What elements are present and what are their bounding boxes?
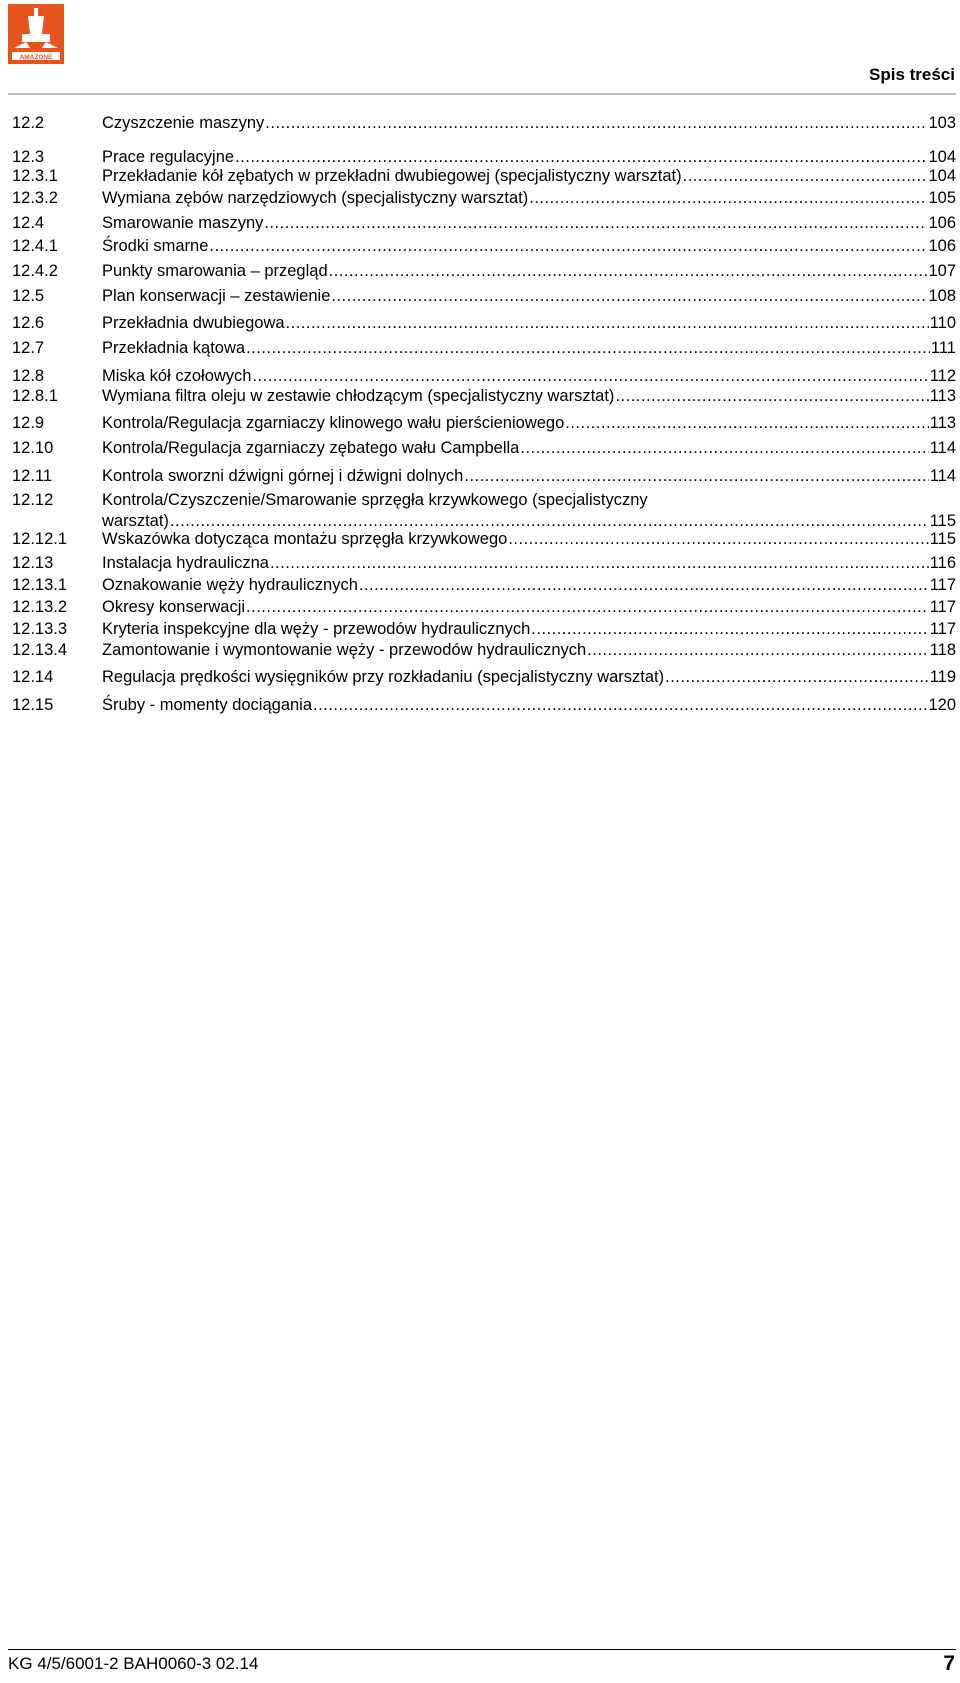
toc-entry-number: 12.13.4 — [12, 641, 68, 659]
toc-entry-number: 12.8 — [12, 367, 45, 385]
toc-entry-title: Przekładnia kątowa — [102, 339, 246, 357]
toc-dot-leader — [209, 236, 927, 257]
toc-entry-number: 12.15 — [12, 696, 54, 714]
toc-entry-number: 12.5 — [12, 287, 45, 305]
toc-dot-leader — [359, 575, 929, 596]
toc-entry-page: 103 — [928, 114, 956, 132]
toc-entry-number: 12.7 — [12, 339, 45, 357]
toc-entry-page: 117 — [929, 598, 956, 616]
toc-entry-page: 115 — [929, 512, 956, 530]
toc-dot-leader — [313, 695, 927, 716]
toc-entry-page: 114 — [929, 467, 956, 485]
toc-entry-page: 118 — [929, 641, 956, 659]
toc-entry-number: 12.12.1 — [12, 530, 68, 548]
toc-entry-page: 113 — [929, 414, 956, 432]
section-title: Spis treści — [869, 65, 955, 84]
toc-entry-title: Śruby - momenty dociągania — [102, 696, 313, 714]
amazone-logo — [8, 4, 64, 64]
toc-entry-number: 12.13.3 — [12, 620, 68, 638]
toc-entry-title: Instalacja hydrauliczna — [102, 554, 269, 572]
footer-divider — [8, 1649, 956, 1650]
toc-entry-number: 12.3.1 — [12, 167, 58, 185]
toc-dot-leader — [520, 438, 928, 459]
toc-entry-page: 106 — [928, 214, 956, 232]
toc-entry-number: 12.13.1 — [12, 576, 68, 594]
toc-dot-leader — [265, 113, 927, 134]
toc-dot-leader — [264, 213, 927, 234]
toc-entry-page: 111 — [930, 339, 956, 357]
toc-entry-page: 114 — [929, 439, 956, 457]
toc-entry-title: Wymiana filtra oleju w zestawie chłodzącym (specjalistyczny warsztat) — [102, 387, 615, 405]
toc-entry-number: 12.13 — [12, 554, 54, 572]
svg-text:AMAZONE: AMAZONE — [19, 54, 53, 61]
toc-dot-leader — [531, 619, 928, 640]
toc-entry-number: 12.14 — [12, 668, 54, 686]
toc-entry-number: 12.3.2 — [12, 189, 58, 207]
toc-entry-number: 12.4.2 — [12, 262, 58, 280]
toc-dot-leader — [683, 166, 928, 187]
toc-entry-title: Okresy konserwacji — [102, 598, 246, 616]
toc-dot-leader — [252, 366, 928, 387]
toc-entry-number: 12.4 — [12, 214, 45, 232]
toc-dot-leader — [615, 386, 928, 407]
toc-dot-leader — [587, 640, 928, 661]
toc-entry-number: 12.13.2 — [12, 598, 68, 616]
toc-entry-number: 12.4.1 — [12, 237, 58, 255]
toc-entry-number: 12.12 — [12, 491, 54, 509]
toc-dot-leader — [665, 667, 929, 688]
toc-entry-title: warsztat) — [102, 512, 169, 530]
toc-entry-page: 117 — [929, 576, 956, 594]
toc-entry-number: 12.2 — [12, 114, 45, 132]
toc-entry-title: Środki smarne — [102, 237, 209, 255]
toc-entry-title: Wymiana zębów narzędziowych (specjalistyczny warsztat) — [102, 189, 529, 207]
toc-entry-page: 106 — [928, 237, 956, 255]
toc-entry-page: 112 — [929, 367, 956, 385]
toc-dot-leader — [565, 413, 928, 434]
toc-entry-page: 120 — [928, 696, 956, 714]
toc-entry-page: 110 — [929, 314, 956, 332]
toc-entry-title: Przekładnia dwubiegowa — [102, 314, 285, 332]
toc-entry-number: 12.11 — [12, 467, 53, 485]
toc-entry-page: 104 — [928, 167, 956, 185]
toc-dot-leader — [329, 261, 928, 282]
toc-entry-number: 12.8.1 — [12, 387, 58, 405]
toc-entry-page: 113 — [929, 387, 956, 405]
toc-entry-number: 12.3 — [12, 148, 45, 166]
toc-entry-title: Prace regulacyjne — [102, 148, 235, 166]
toc-entry-title: Kontrola/Regulacja zgarniaczy zębatego wału Campbella — [102, 439, 520, 457]
toc-entry-page: 117 — [929, 620, 956, 638]
toc-dot-leader — [246, 338, 930, 359]
toc-dot-leader — [246, 597, 929, 618]
toc-dot-leader — [286, 313, 929, 334]
toc-entry-title: Punkty smarowania – przegląd — [102, 262, 328, 280]
toc-entry-page: 104 — [928, 148, 956, 166]
toc-entry-title: Czyszczenie maszyny — [102, 114, 265, 132]
toc-entry-title: Regulacja prędkości wysięgników przy rozkładaniu (specjalistyczny warsztat) — [102, 668, 665, 686]
toc-entry-title: Kontrola sworzni dźwigni górnej i dźwigni dolnych — [102, 467, 464, 485]
toc-entry-title-line: Kontrola/Czyszczenie/Smarowanie sprzęgła krzywkowego (specjalistyczny — [102, 491, 648, 509]
toc-entry-page: 108 — [928, 287, 956, 305]
toc-entry-title: Kontrola/Regulacja zgarniaczy klinowego wału pierścieniowego — [102, 414, 565, 432]
toc-entry-title: Przekładanie kół zębatych w przekładni dwubiegowej (specjalistyczny warsztat) — [102, 167, 682, 185]
header-divider — [8, 93, 956, 95]
toc-entry-number: 12.9 — [12, 414, 45, 432]
toc-entry-title: Plan konserwacji – zestawienie — [102, 287, 331, 305]
toc-entry-title: Zamontowanie i wymontowanie węży - przewodów hydraulicznych — [102, 641, 587, 659]
toc-entry-page: 116 — [929, 554, 956, 572]
page-number: 7 — [943, 1652, 955, 1675]
toc-entry-number: 12.6 — [12, 314, 45, 332]
toc-entry-page: 119 — [929, 668, 956, 686]
amazone-logo-icon — [8, 4, 64, 64]
toc-dot-leader — [235, 147, 927, 168]
document-code: KG 4/5/6001-2 BAH0060-3 02.14 — [8, 1654, 259, 1673]
toc-entry-page: 107 — [928, 262, 956, 280]
toc-entry-page: 115 — [929, 530, 956, 548]
toc-entry-title: Oznakowanie węży hydraulicznych — [102, 576, 358, 594]
toc-dot-leader — [508, 529, 928, 550]
toc-dot-leader — [331, 286, 927, 307]
toc-entry-page: 105 — [928, 189, 956, 207]
toc-dot-leader — [464, 466, 928, 487]
toc-entry-title: Smarowanie maszyny — [102, 214, 264, 232]
toc-entry-title: Miska kół czołowych — [102, 367, 252, 385]
toc-entry-title: Kryteria inspekcyjne dla węży - przewodów hydraulicznych — [102, 620, 531, 638]
toc-dot-leader — [529, 188, 927, 209]
toc-entry-number: 12.10 — [12, 439, 54, 457]
toc-entry-title: Wskazówka dotycząca montażu sprzęgła krzywkowego — [102, 530, 508, 548]
toc-dot-leader — [270, 553, 929, 574]
